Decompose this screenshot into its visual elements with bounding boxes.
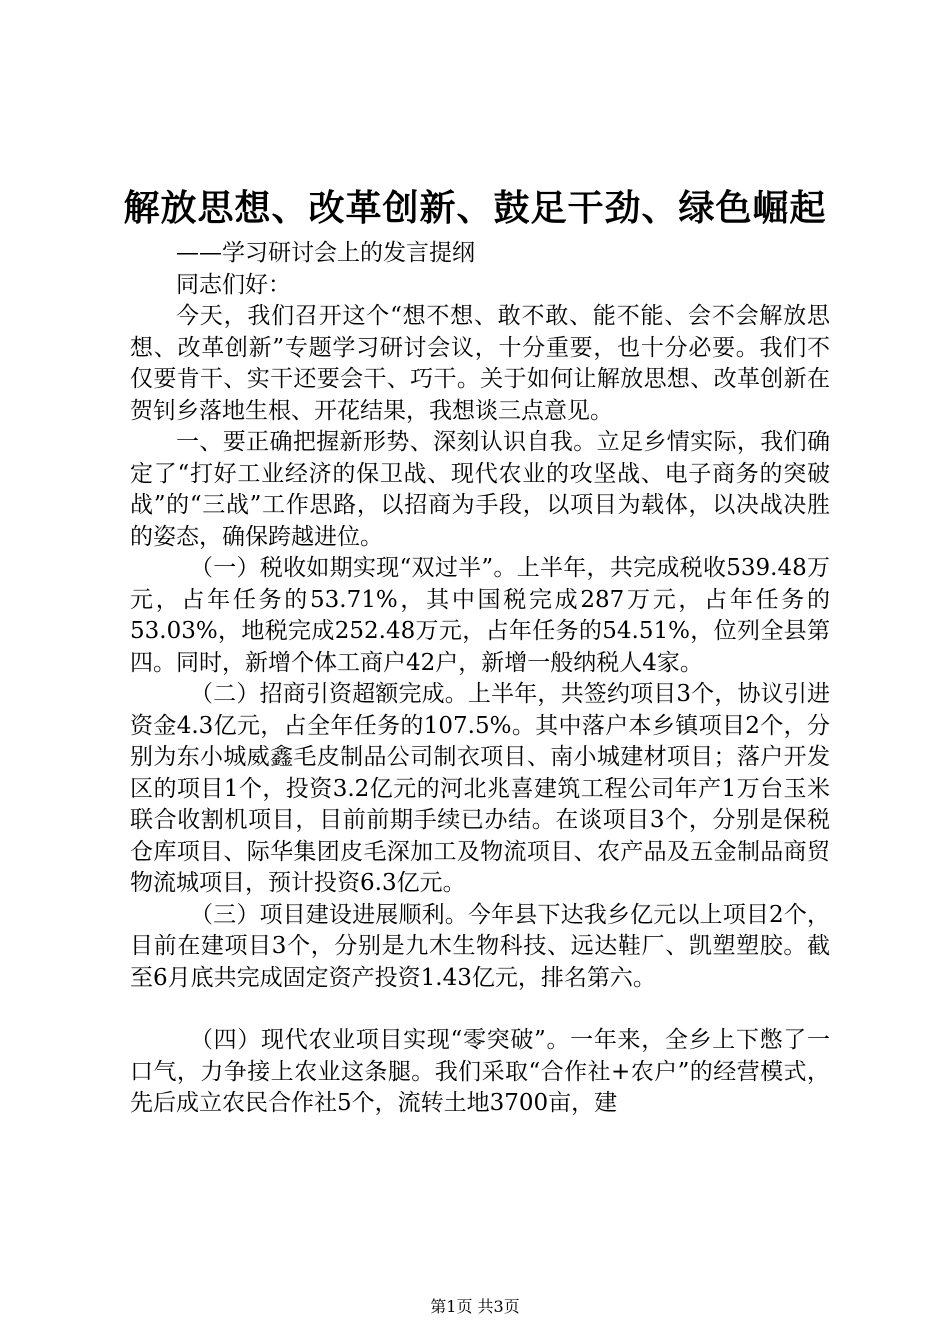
paragraph-investment: （二）招商引资超额完成。上半年，共签约项目3个，协议引进资金4.3亿元，占全年任务的107.5%。其中落户本乡镇项目2个，分别为东小城威鑫毛皮制品公司制衣项目、南小城建材项目；落户开发区的项目1个，投资3.2亿元的河北兆喜建筑工程公司年产1万台玉米联合收割机项目，目前前期手续已办结。在谈项目3个，分别是保税仓库项目、际华集团皮毛深加工及物流项目、农产品及五金制品商贸物流城项目，预计投资6.3亿元。 (130, 681, 830, 896)
page-footer: 第1页 共3页 (430, 1297, 520, 1316)
paragraph-tax: （一）税收如期实现“双过半”。上半年，共完成税收539.48万元，占年任务的53.71%，其中国税完成287万元，占年任务的53.03%，地税完成252.48万元，占年任务的54.51%，位列全县第四。同时，新增个体工商户42户，新增一般纳税人4家。 (130, 555, 830, 676)
document-title: 解放思想、改革创新、鼓足干劲、绿色崛起 (123, 187, 827, 229)
document-body (130, 238, 830, 1120)
paragraph-agriculture: （四）现代农业项目实现“零突破”。一年来，全乡上下憋了一口气，力争接上农业这条腿。我们采取“合作社+农户”的经营模式，先后成立农民合作社5个，流转土地3700亩，建 (130, 1027, 830, 1116)
paragraph-section-one: 一、要正确把握新形势、深刻认识自我。立足乡情实际，我们确定了“打好工业经济的保卫战、现代农业的攻坚战、电子商务的突破战”的“三战”工作思路，以招商为手段，以项目为载体，以决战决胜的姿态，确保跨越进位。 (130, 429, 830, 550)
greeting: 同志们好： (176, 271, 291, 298)
paragraph-intro: 今天，我们召开这个“想不想、敢不敢、能不能、会不会解放思想、改革创新”专题学习研讨会议，十分重要，也十分必要。我们不仅要肯干、实干还要会干、巧干。关于如何让解放思想、改革创新在贺钊乡落地生根、开花结果，我想谈三点意见。 (130, 303, 830, 424)
document-subtitle: ——学习研讨会上的发言提纲 (176, 240, 475, 266)
paragraph-projects: （三）项目建设进展顺利。今年县下达我乡亿元以上项目2个，目前在建项目3个，分别是九木生物科技、远达鞋厂、凯塑塑胶。截至6月底共完成固定资产投资1.43亿元，排名第六。 (130, 901, 830, 991)
paragraph-gap (130, 994, 830, 1025)
